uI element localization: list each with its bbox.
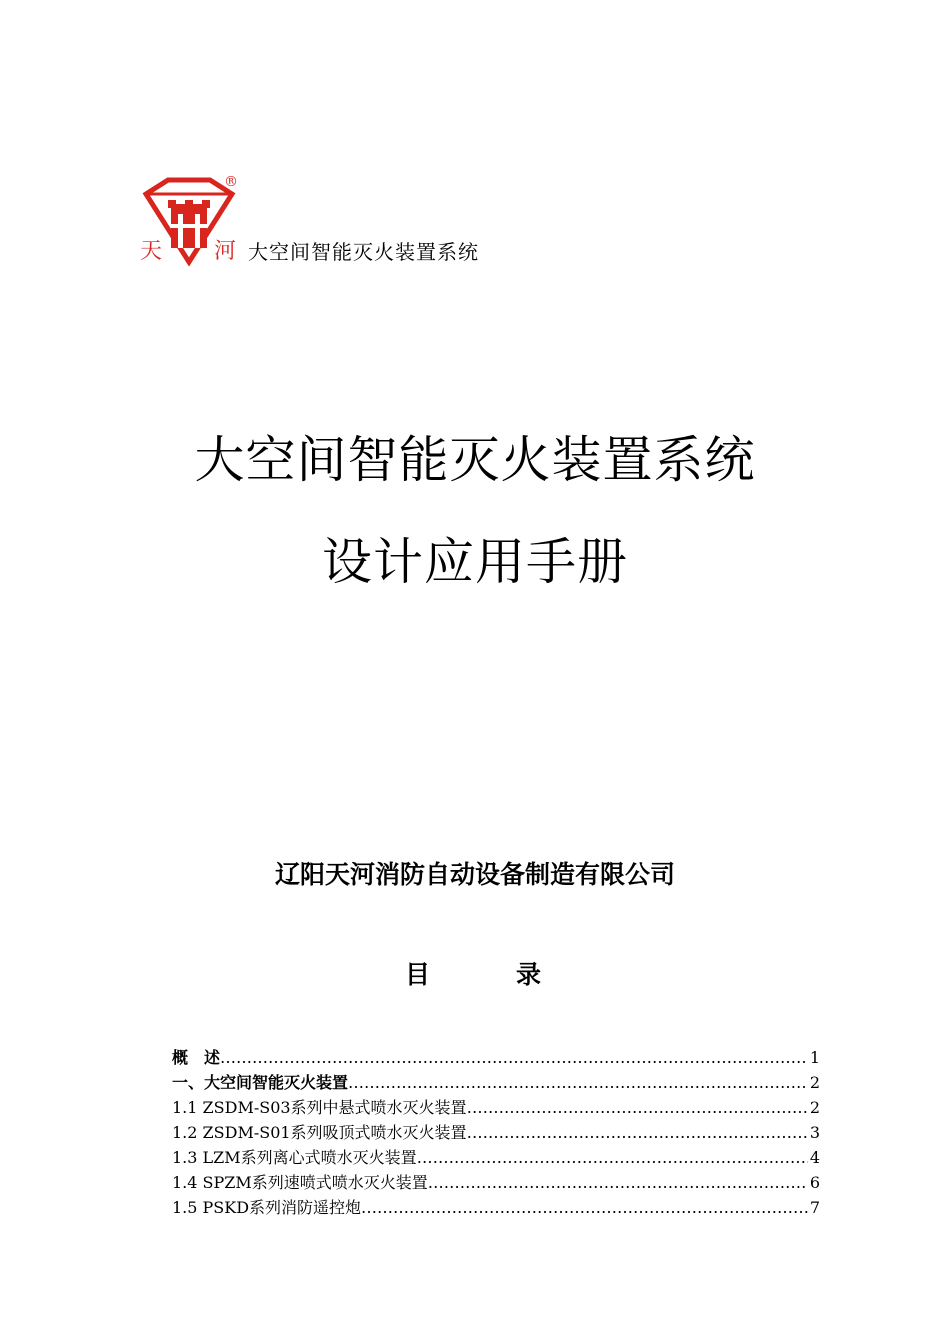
toc-entry[interactable] — [172, 1095, 820, 1120]
toc-entry-page: 2 — [809, 1098, 820, 1117]
document-subtitle: 设计应用手册 — [322, 533, 628, 591]
toc-leader-dots — [428, 1173, 808, 1192]
toc-entry[interactable] — [172, 1070, 820, 1095]
table-of-contents — [172, 1045, 820, 1220]
toc-heading-char-2: 录 — [516, 960, 542, 989]
toc-leader-dots — [220, 1048, 808, 1067]
company-name: 辽阳天河消防自动设备制造有限公司 — [274, 860, 675, 889]
toc-entry[interactable] — [172, 1120, 820, 1145]
toc-leader-dots — [467, 1123, 808, 1142]
toc-entry-label: 1.4 SPZM系列速喷式喷水灭火装置 — [172, 1173, 428, 1192]
toc-entry-label: 概 述 — [172, 1048, 221, 1067]
toc-leader-dots — [467, 1098, 808, 1117]
logo-char-he: 河 — [214, 239, 237, 264]
toc-heading-char-1: 目 — [405, 960, 431, 989]
document-title: 大空间智能灭火装置系统 — [194, 431, 756, 489]
toc-entry[interactable] — [172, 1195, 820, 1220]
toc-entry-page: 3 — [809, 1123, 820, 1142]
toc-leader-dots — [348, 1073, 808, 1092]
toc-leader-dots — [361, 1198, 808, 1217]
toc-entry-page: 2 — [809, 1073, 820, 1092]
toc-entry-page: 1 — [809, 1048, 820, 1067]
toc-entry-label: 1.3 LZM系列离心式喷水灭火装置 — [172, 1148, 417, 1167]
toc-entry-page: 7 — [809, 1198, 820, 1217]
brand-logo-block — [138, 174, 578, 270]
toc-entry[interactable] — [172, 1170, 820, 1195]
toc-entry[interactable] — [172, 1145, 820, 1170]
toc-entry[interactable] — [172, 1045, 820, 1070]
toc-leader-dots — [417, 1148, 808, 1167]
toc-heading — [0, 955, 950, 995]
toc-entry-label: 1.2 ZSDM-S01系列吸顶式喷水灭火装置 — [172, 1123, 467, 1142]
toc-entry-label: 1.1 ZSDM-S03系列中悬式喷水灭火装置 — [172, 1098, 467, 1117]
toc-entry-page: 4 — [809, 1148, 820, 1167]
toc-entry-label: 1.5 PSKD系列消防遥控炮 — [172, 1198, 362, 1217]
brand-tagline: 大空间智能灭火装置系统 — [248, 240, 479, 264]
toc-entry-page: 6 — [809, 1173, 820, 1192]
logo-char-tian: 天 — [140, 239, 163, 264]
registered-mark: ® — [224, 174, 238, 190]
toc-entry-label: 一、大空间智能灭火装置 — [172, 1073, 349, 1092]
